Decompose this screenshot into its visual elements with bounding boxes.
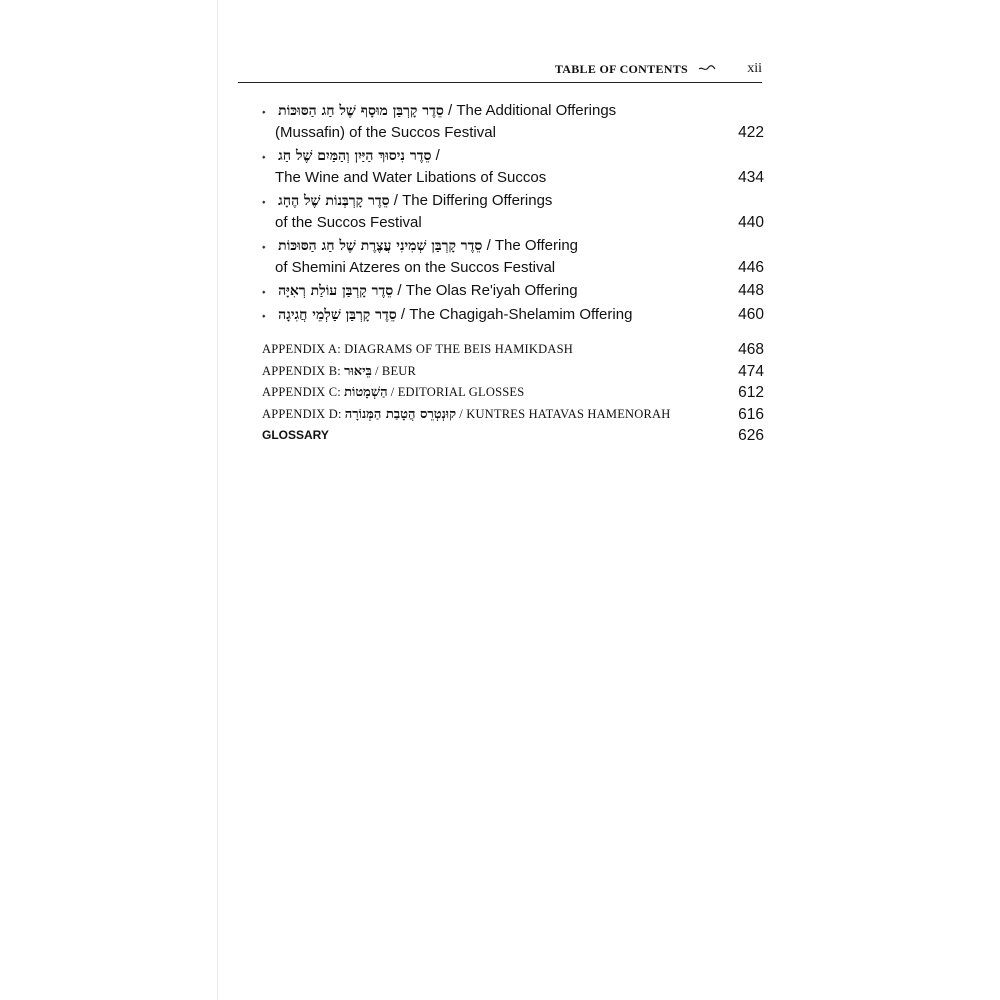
entry-english-title: / The Differing Offerings <box>393 192 553 209</box>
appendix-label: APPENDIX B: <box>262 363 341 378</box>
diamond-bullet-icon: ⬩ <box>262 197 266 208</box>
appendix-hebrew-title: קוּנְטְרֵס הֲטָבַת הַמְּנוֹרָה <box>344 406 457 422</box>
appendix-hebrew-title: בֵּיאוּר <box>344 363 372 379</box>
glossary-label: GLOSSARY <box>262 428 329 442</box>
entry-english-title: / The Olas Re'iyah Offering <box>397 282 578 299</box>
running-header <box>238 60 762 83</box>
entry-hebrew-title: סֵדֶר קָרְבְּנוֹת שֶׁל הֶחָג <box>278 193 390 209</box>
entry-english-title: / The Offering <box>486 237 578 254</box>
appendix-page-number: 626 <box>738 427 764 444</box>
entry-english-title: / The Additional Offerings <box>448 102 617 119</box>
entry-page-number: 440 <box>738 213 764 231</box>
appendix-label: APPENDIX C: <box>262 385 341 399</box>
entry-page-number: 460 <box>738 305 764 323</box>
entry-hebrew-title: סֵדֶר קָרְבַּן מוּסָף שֶׁל חַג הַסּוּכּוֹת <box>278 103 444 119</box>
header-title: TABLE OF CONTENTS <box>554 62 688 76</box>
entry-hebrew-title: סֵדֶר נִיסוּךְ הַיַּיִן וְהַמַּיִם שֶׁל חַג <box>278 148 432 164</box>
appendix-entry[interactable] <box>262 404 764 426</box>
appendix-label: APPENDIX D: <box>262 406 342 421</box>
entry-page-number: 446 <box>738 258 764 276</box>
diamond-bullet-icon: ⬩ <box>262 310 266 322</box>
entry-english-continuation: of the Succos Festival <box>275 213 422 231</box>
entry-hebrew-title: סֵדֶר קָרְבַּן עוֹלַת רְאִיָּה <box>278 283 394 299</box>
entry-page-number: 434 <box>738 168 764 186</box>
appendix-entry[interactable] <box>262 382 764 404</box>
entry-hebrew-title: סֵדֶר קָרְבַּן שְׁמִינִי עֲצֶרֶת שֶׁל חַג הַסּוּכּוֹת <box>278 238 483 254</box>
toc-entry[interactable] <box>262 190 764 233</box>
appendix-page-number: 612 <box>738 384 764 401</box>
appendix-entry[interactable] <box>262 425 764 447</box>
appendix-page-number: 468 <box>738 341 764 358</box>
toc-entry[interactable] <box>262 100 764 143</box>
appendix-english-title: / KUNTRES HATAVAS HAMENORAH <box>459 406 671 421</box>
flourish-ornament-icon <box>698 60 716 76</box>
toc-entry[interactable] <box>262 235 764 278</box>
entry-hebrew-title: סֵדֶר קָרְבַּן שַׁלְמֵי חֲגִיגָה <box>278 306 397 323</box>
toc-entry[interactable] <box>262 280 764 302</box>
entry-english-continuation: (Mussafin) of the Succos Festival <box>275 123 496 141</box>
appendix-page-number: 474 <box>738 362 764 380</box>
appendix-hebrew-title: הַשְׁמָטוֹת <box>344 385 388 400</box>
entry-english-title: / <box>435 147 440 164</box>
appendix-label: APPENDIX A: DIAGRAMS OF THE BEIS HAMIKDASH <box>262 342 573 356</box>
entry-english-title: / The Chagigah-Shelamim Offering <box>400 305 633 323</box>
diamond-bullet-icon: ⬩ <box>262 152 266 163</box>
entry-page-number: 448 <box>738 282 764 299</box>
appendix-entry[interactable] <box>262 361 764 383</box>
entry-english-continuation: The Wine and Water Libations of Succos <box>275 168 547 186</box>
header-page-number: xii <box>747 61 762 76</box>
appendix-entry[interactable] <box>262 339 764 361</box>
appendix-english-title: / BEUR <box>374 363 417 378</box>
diamond-bullet-icon: ⬩ <box>262 287 266 298</box>
appendix-english-title: / EDITORIAL GLOSSES <box>390 385 525 399</box>
appendix-page-number: 616 <box>738 405 764 423</box>
entry-english-continuation: of Shemini Atzeres on the Succos Festival <box>275 258 556 276</box>
toc-appendix-list <box>262 339 764 447</box>
diamond-bullet-icon: ⬩ <box>262 242 266 253</box>
toc-entry[interactable] <box>262 145 764 188</box>
entry-page-number: 422 <box>738 123 764 141</box>
diamond-bullet-icon: ⬩ <box>262 107 266 118</box>
toc-main-list <box>262 100 764 327</box>
toc-entry[interactable] <box>262 304 764 326</box>
